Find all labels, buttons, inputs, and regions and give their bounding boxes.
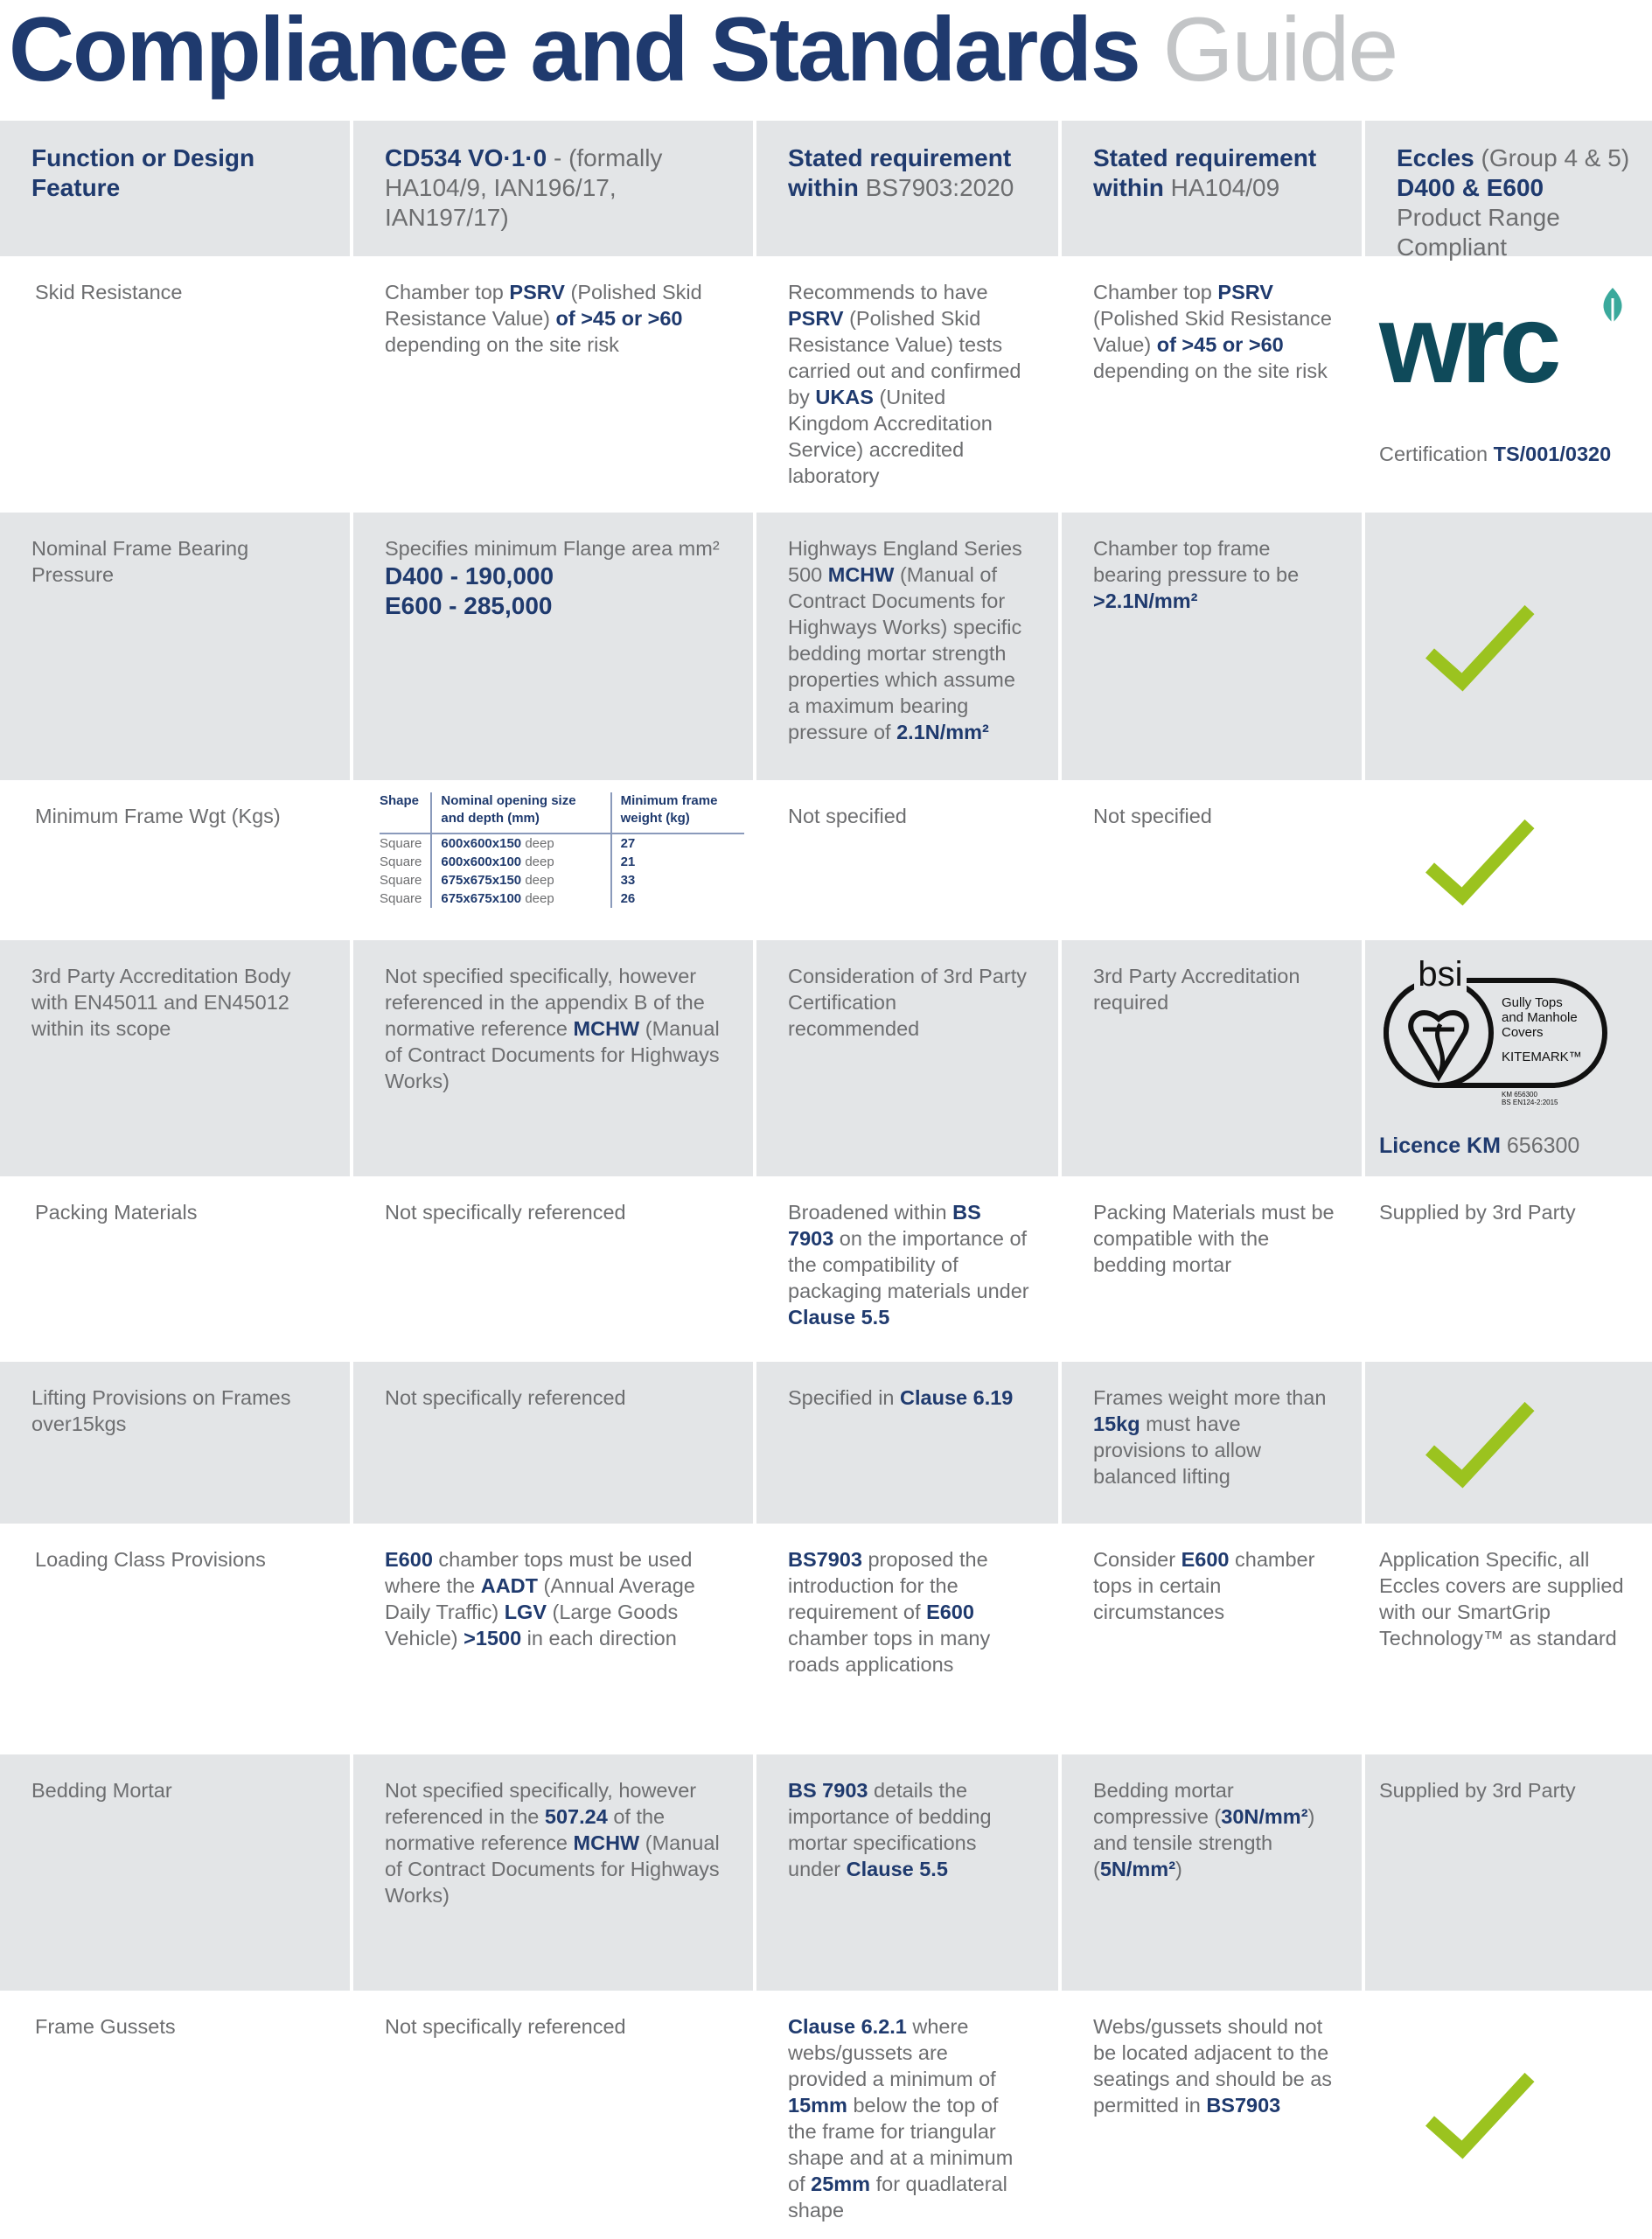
bold-text: 2.1N/mm² [896, 721, 989, 743]
text-segment: below the top of the frame for triangular shape and at a minimum of [788, 2094, 1014, 2195]
text-segment: 656300 [1500, 1133, 1580, 1158]
cell-feature [0, 1362, 350, 1524]
text-segment: details the importance of bedding mortar specifications under [788, 1779, 992, 1880]
cell-ha104 [1062, 1754, 1362, 1991]
size-value: 600x600x100 [441, 854, 522, 869]
cell-eccles [1365, 1991, 1652, 2236]
cell-feature [0, 1524, 350, 1754]
bold-text: BS 7903 [788, 1779, 868, 1802]
cell-ha104 [1062, 1176, 1362, 1362]
cell-bs7903 [756, 1176, 1058, 1362]
cell-cd534 [353, 1991, 753, 2236]
text-segment: chamber tops must be used where the [385, 1548, 693, 1597]
bold-text: Clause 5.5 [846, 1858, 948, 1880]
text-segment: (Manual of Contract Documents for Highways Works) [385, 1831, 720, 1907]
cell-bs7903 [756, 780, 1058, 940]
cell-feature [0, 780, 350, 940]
text-segment: for quadlateral shape [788, 2173, 1007, 2222]
cell-bs7903 [756, 1991, 1058, 2236]
bold-text: 25mm [811, 2173, 871, 2195]
cell-cd534 [353, 940, 753, 1176]
text-segment: chamber tops in certain circumstances [1093, 1548, 1315, 1623]
bold-text: 15mm [788, 2094, 847, 2117]
bold-text: MCHW [827, 563, 895, 586]
text-segment: Bedding mortar compressive ( [1093, 1779, 1234, 1828]
cell-ha104 [1062, 780, 1362, 940]
cell-eccles [1365, 940, 1652, 1176]
text-segment: Specifies minimum Flange area mm² [385, 537, 720, 560]
bold-text: BS7903 [788, 1548, 862, 1571]
bold-text: BS7903 [1206, 2094, 1281, 2117]
svg-text:BS EN124-2:2015: BS EN124-2:2015 [1502, 1099, 1558, 1106]
text-segment: depending on the site risk [1093, 359, 1328, 382]
cell-eccles [1365, 780, 1652, 940]
text-segment: ) and tensile strength ( [1093, 1805, 1315, 1880]
header-feature [0, 121, 350, 256]
mini-row [380, 871, 744, 889]
text-segment: Product Range Compliant [1397, 204, 1560, 261]
text-segment: Minimum Frame Wgt (Kgs) [35, 805, 281, 827]
cell-bs7903 [756, 1754, 1058, 1991]
mini-header: Shape [380, 792, 431, 834]
bold-text: BS 7903 [788, 1201, 981, 1250]
text-segment: Not specifically referenced [385, 1201, 626, 1224]
bold-text: AADT [480, 1574, 539, 1597]
cell-cd534 [353, 1754, 753, 1991]
text-segment: Not specified specifically, however referenced in the [385, 1779, 697, 1828]
weight-value: 26 [620, 891, 636, 906]
cell-ha104 [1062, 256, 1362, 513]
bold-text: LGV [504, 1601, 547, 1623]
title-main: Compliance and Standards [9, 0, 1140, 101]
cell-cd534 [353, 256, 753, 513]
size-value: 675x675x150 [441, 873, 522, 888]
bold-text: E600 - 285,000 [385, 592, 553, 619]
cell-eccles [1365, 1362, 1652, 1524]
certification-text [1379, 441, 1630, 467]
bold-text: Function or Design Feature [31, 144, 255, 201]
text-segment: Frames weight more than [1093, 1386, 1327, 1409]
text-segment: of the normative reference [385, 1805, 666, 1854]
text-segment: Chamber top frame bearing pressure to be [1093, 537, 1300, 586]
shape: Square [380, 854, 422, 869]
cell-ha104 [1062, 513, 1362, 780]
bold-text: Stated requirement within [788, 144, 1012, 201]
shape: Square [380, 891, 422, 906]
text-segment: Not specified specifically, however referenced in the appendix B of the normative reference [385, 965, 705, 1040]
bold-text: 30N/mm² [1221, 1805, 1308, 1828]
bold-text: MCHW [573, 1017, 640, 1040]
header-cd534 [353, 121, 753, 256]
bold-text: 5N/mm² [1099, 1858, 1176, 1880]
mini-row [380, 834, 744, 853]
cell-cd534 [353, 1362, 753, 1524]
text-segment: HA104/09 [1163, 174, 1280, 201]
weight-value: 21 [620, 854, 636, 869]
bold-text: TS/001/0320 [1493, 443, 1612, 465]
text-segment: Nominal Frame Bearing Pressure [31, 537, 249, 586]
text-segment: Supplied by 3rd Party [1379, 1201, 1576, 1224]
text-segment: Broadened within [788, 1201, 953, 1224]
text-segment: BS7903:2020 [858, 174, 1014, 201]
bold-text: >2.1N/mm² [1093, 589, 1198, 612]
bold-text: 15kg [1093, 1412, 1140, 1435]
text-segment: Packing Materials must be compatible with the bedding mortar [1093, 1201, 1335, 1276]
bold-text: D400 - 190,000 [385, 562, 554, 589]
text-segment: Application Specific, all Eccles covers are supplied with our SmartGrip Technology™ as standard [1379, 1548, 1624, 1650]
shape: Square [380, 873, 422, 888]
text-segment: Frame Gussets [35, 2015, 176, 2038]
header-bs7903 [756, 121, 1058, 256]
bold-text: of >45 or >60 [1156, 333, 1284, 356]
text-segment: 3rd Party Accreditation required [1093, 965, 1300, 1014]
size [431, 834, 610, 853]
text-segment: (Polished Skid Resistance Value) [385, 281, 702, 330]
page-title [9, 0, 1397, 102]
size [431, 871, 610, 889]
svg-text:Covers: Covers [1502, 1025, 1544, 1040]
svg-text:and Manhole: and Manhole [1502, 1010, 1578, 1025]
bold-text: Clause 6.19 [900, 1386, 1014, 1409]
text-segment: ) [1175, 1858, 1182, 1880]
bold-text: UKAS [815, 386, 874, 408]
size-value: 600x600x150 [441, 836, 522, 851]
text-segment: Certification [1379, 443, 1494, 465]
checkmark-icon [1423, 599, 1537, 695]
text-segment: Recommends to have [788, 281, 988, 303]
text-segment: on the importance of the compatibility of packaging materials under [788, 1227, 1029, 1302]
leaf-icon [1598, 286, 1628, 330]
text-segment: Not specified [788, 805, 907, 827]
text-segment: (Annual Average Daily Traffic) [385, 1574, 695, 1623]
size [431, 853, 610, 871]
weight [611, 834, 744, 853]
cell-feature [0, 513, 350, 780]
checkmark-icon [1423, 813, 1537, 910]
svg-text:bsi: bsi [1418, 955, 1463, 994]
text-segment: depending on the site risk [385, 333, 619, 356]
bold-text: PSRV [788, 307, 844, 330]
bold-text: Eccles [1397, 144, 1474, 171]
cell-bs7903 [756, 1524, 1058, 1754]
text-segment: Consideration of 3rd Party Certification recommended [788, 965, 1028, 1040]
title-light: Guide [1162, 0, 1398, 101]
weight [611, 871, 744, 889]
checkmark-icon [1423, 1396, 1537, 1492]
bold-text: D400 & E600 [1397, 174, 1544, 201]
weight-value: 33 [620, 873, 636, 888]
mini-row [380, 889, 744, 908]
header-ha104 [1062, 121, 1362, 256]
bold-text: >1500 [464, 1627, 522, 1650]
cell-feature [0, 1991, 350, 2236]
cell-feature [0, 940, 350, 1176]
bold-text: Licence KM [1379, 1133, 1501, 1158]
text-segment: (Manual of Contract Documents for Highways Works) [385, 1017, 720, 1092]
weight [611, 889, 744, 908]
depth-label: deep [525, 836, 554, 851]
cell-eccles [1365, 1754, 1652, 1991]
svg-text:Gully Tops: Gully Tops [1502, 995, 1563, 1010]
text-segment: Chamber top [1093, 281, 1218, 303]
mini-row [380, 853, 744, 871]
bsi-kitemark-logo [1379, 954, 1615, 1107]
mini-header: Minimum frame weight (kg) [611, 792, 744, 834]
bold-text: of >45 or >60 [555, 307, 683, 330]
bold-text: E600 [385, 1548, 433, 1571]
bold-text: PSRV [509, 281, 565, 303]
text-segment: must have provisions to allow balanced lifting [1093, 1412, 1262, 1488]
bold-text: Clause 6.2.1 [788, 2015, 907, 2038]
svg-text:KM 656300: KM 656300 [1502, 1091, 1537, 1099]
wrc-logo-text: wrc [1379, 282, 1557, 407]
text-segment: Chamber top [385, 281, 510, 303]
text-segment: Specified in [788, 1386, 901, 1409]
min-frame-weight-table [380, 792, 744, 908]
text-segment: where webs/gussets are provided a minimum of [788, 2015, 996, 2090]
text-segment: - (formally HA104/9, IAN196/17, IAN197/17) [385, 144, 663, 231]
cell-cd534 [353, 780, 753, 940]
bold-text: MCHW [573, 1831, 640, 1854]
text-segment: Webs/gussets should not be located adjacent to the seatings and should be as permitted in [1093, 2015, 1333, 2117]
compliance-table [0, 121, 1649, 2236]
text-segment: chamber tops in many roads applications [788, 1627, 991, 1676]
depth-label: deep [525, 873, 554, 888]
cell-feature [0, 256, 350, 513]
depth-label: deep [525, 854, 554, 869]
bold-text: PSRV [1217, 281, 1273, 303]
cell-cd534 [353, 1524, 753, 1754]
bold-text: E600 [926, 1601, 974, 1623]
size [431, 889, 610, 908]
bold-text: 507.24 [544, 1805, 608, 1828]
text-segment: (Polished Skid Resistance Value) [1093, 307, 1332, 356]
licence-text [1379, 1133, 1630, 1159]
text-segment: Highways England Series 500 [788, 537, 1022, 586]
cell-eccles [1365, 513, 1652, 780]
text-segment: (United Kingdom Accreditation Service) accredited laboratory [788, 386, 993, 487]
bold-text: CD534 VO·1·0 [385, 144, 547, 171]
checkmark-icon [1423, 2067, 1537, 2163]
text-segment: Not specifically referenced [385, 2015, 626, 2038]
size-value: 675x675x100 [441, 891, 522, 906]
cell-cd534 [353, 513, 753, 780]
cell-bs7903 [756, 1362, 1058, 1524]
text-segment: Not specified [1093, 805, 1212, 827]
svg-text:KITEMARK™: KITEMARK™ [1502, 1050, 1582, 1064]
text-segment: (Manual of Contract Documents for Highways Works) specific bedding mortar strength properties which assume a maximum bearing pressure of [788, 563, 1022, 743]
cell-ha104 [1062, 1991, 1362, 2236]
shape: Square [380, 836, 422, 851]
weight-value: 27 [620, 836, 636, 851]
text-segment: (Polished Skid Resistance Value) tests carried out and confirmed by [788, 307, 1021, 408]
text-segment: 3rd Party Accreditation Body with EN45011 and EN45012 within its scope [31, 965, 291, 1040]
bold-text: Stated requirement within [1093, 144, 1317, 201]
bold-text: Clause 5.5 [788, 1306, 890, 1329]
wrc-logo [1379, 279, 1630, 441]
mini-header-row [380, 792, 744, 834]
cell-ha104 [1062, 1524, 1362, 1754]
cell-bs7903 [756, 513, 1058, 780]
cell-eccles [1365, 1176, 1652, 1362]
text-segment: Consider [1093, 1548, 1181, 1571]
text-segment: Lifting Provisions on Frames over15kgs [31, 1386, 291, 1435]
text-segment: Not specifically referenced [385, 1386, 626, 1409]
cell-bs7903 [756, 940, 1058, 1176]
weight [611, 853, 744, 871]
cell-cd534 [353, 1176, 753, 1362]
text-segment: Bedding Mortar [31, 1779, 172, 1802]
cell-eccles [1365, 256, 1652, 513]
text-segment: Supplied by 3rd Party [1379, 1779, 1576, 1802]
cell-ha104 [1062, 940, 1362, 1176]
cell-eccles [1365, 1524, 1652, 1754]
cell-feature [0, 1176, 350, 1362]
bold-text: E600 [1181, 1548, 1230, 1571]
text-segment: Loading Class Provisions [35, 1548, 266, 1571]
mini-header: Nominal opening size and depth (mm) [431, 792, 610, 834]
text-segment: proposed the introduction for the requirement of [788, 1548, 988, 1623]
depth-label: deep [525, 891, 554, 906]
header-eccles [1365, 121, 1652, 261]
cell-ha104 [1062, 1362, 1362, 1524]
text-segment: (Large Goods Vehicle) [385, 1601, 679, 1650]
cell-bs7903 [756, 256, 1058, 513]
cell-feature [0, 1754, 350, 1991]
text-segment: Skid Resistance [35, 281, 183, 303]
text-segment: Packing Materials [35, 1201, 198, 1224]
text-segment: in each direction [521, 1627, 677, 1650]
text-segment: (Group 4 & 5) [1474, 144, 1630, 171]
